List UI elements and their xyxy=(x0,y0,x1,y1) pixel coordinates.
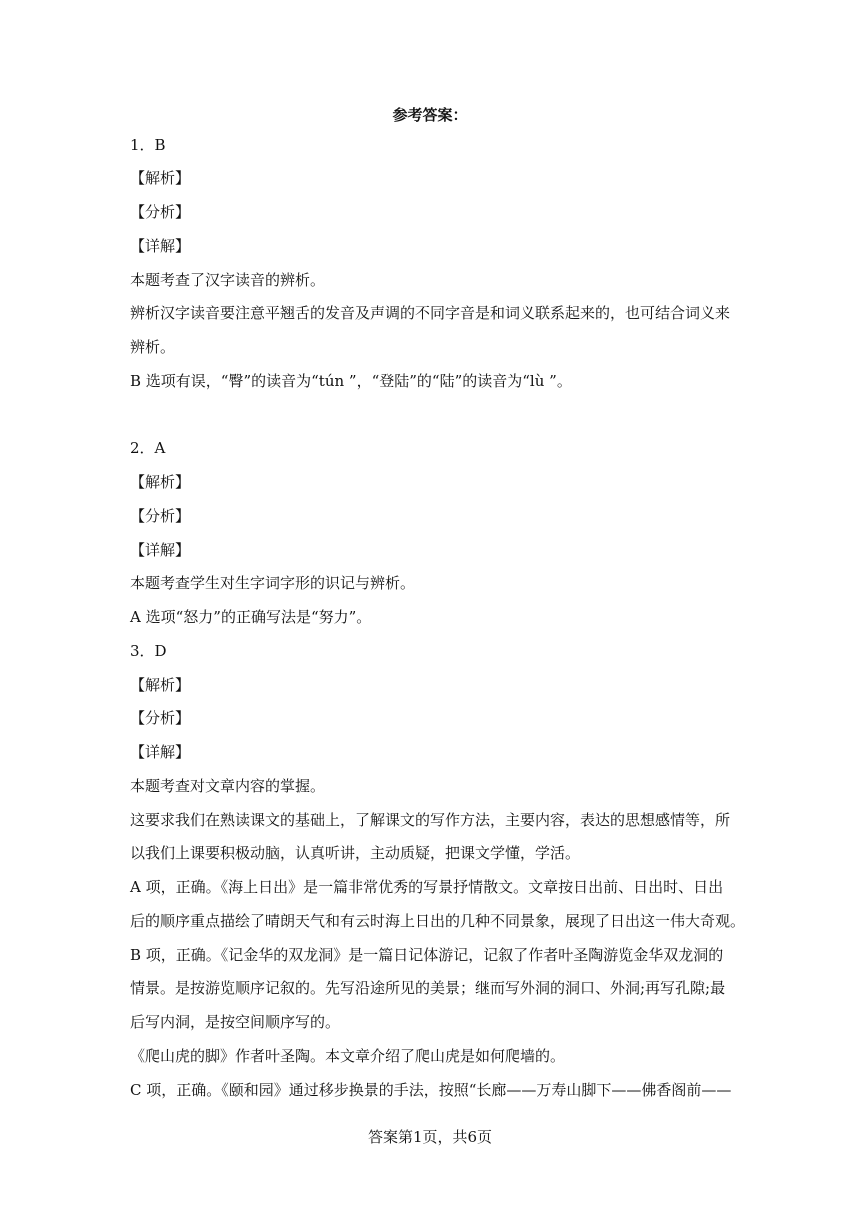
text-line-q3-para-3a: A 项，正确。《海上日出》是一篇非常优秀的写景抒情散文。文章按日出前、日出时、日出 xyxy=(130,878,724,896)
text-line-q2-number: 2．A xyxy=(130,439,166,457)
text-line-q1-number: 1．B xyxy=(130,136,166,154)
text-line-q1-para-2a: 辨析汉字读音要注意平翘舌的发音及声调的不同字音是和词义联系起来的，也可结合词义来 xyxy=(130,304,731,322)
text-line-q3-fenxi: 【分析】 xyxy=(130,709,191,727)
text-line-q3-para-1: 本题考查对文章内容的掌握。 xyxy=(130,777,326,795)
text-line-q2-xiangjie: 【详解】 xyxy=(130,541,191,559)
text-line-q1-para-2b: 辨析。 xyxy=(130,338,176,356)
page-footer: 答案第1页，共6页 xyxy=(367,1128,493,1146)
text-line-q1-fenxi: 【分析】 xyxy=(130,203,191,221)
text-line-q2-para-2: A 选项“怒力”的正确写法是“努力”。 xyxy=(130,608,372,626)
text-line-q3-para-2a: 这要求我们在熟读课文的基础上，了解课文的写作方法，主要内容，表达的思想感情等，所 xyxy=(130,811,731,829)
text-line-q1-xiangjie: 【详解】 xyxy=(130,237,191,255)
text-line-q3-para-6: C 项，正确。《颐和园》通过移步换景的手法，按照“长廊——万寿山脚下——佛香阁前—— xyxy=(130,1081,732,1099)
text-line-q1-para-1: 本题考查了汉字读音的辨析。 xyxy=(130,271,326,289)
text-line-q3-jiexi: 【解析】 xyxy=(130,676,191,694)
text-line-q3-xiangjie: 【详解】 xyxy=(130,743,191,761)
text-line-q1-para-3: B 选项有误，“臀”的读音为“tún ”，“登陆”的“陆”的读音为“lù ”。 xyxy=(130,372,572,390)
text-line-q3-para-4b: 情景。是按游览顺序记叙的。先写沿途所见的美景；继而写外洞的洞口、外洞;再写孔隙;最 xyxy=(130,979,726,997)
text-line-q3-para-4c: 后写内洞，是按空间顺序写的。 xyxy=(130,1013,341,1031)
text-line-q3-para-4a: B 项，正确。《记金华的双龙洞》是一篇日记体游记，记叙了作者叶圣陶游览金华双龙洞的 xyxy=(130,946,724,964)
text-line-q2-para-1: 本题考查学生对生字词字形的识记与辨析。 xyxy=(130,574,416,592)
text-line-q3-para-3b: 后的顺序重点描绘了晴朗天气和有云时海上日出的几种不同景象，展现了日出这一伟大奇观。 xyxy=(130,912,746,930)
text-line-q1-jiexi: 【解析】 xyxy=(130,169,191,187)
text-line-q3-para-2b: 以我们上课要积极动脑，认真听讲，主动质疑，把课文学懂，学活。 xyxy=(130,844,581,862)
text-line-q2-fenxi: 【分析】 xyxy=(130,507,191,525)
page-title: 参考答案： xyxy=(392,106,468,124)
text-line-q2-jiexi: 【解析】 xyxy=(130,473,191,491)
text-line-q3-number: 3．D xyxy=(130,642,167,660)
text-line-q3-para-5: 《爬山虎的脚》作者叶圣陶。本文章介绍了爬山虎是如何爬墙的。 xyxy=(130,1047,566,1065)
